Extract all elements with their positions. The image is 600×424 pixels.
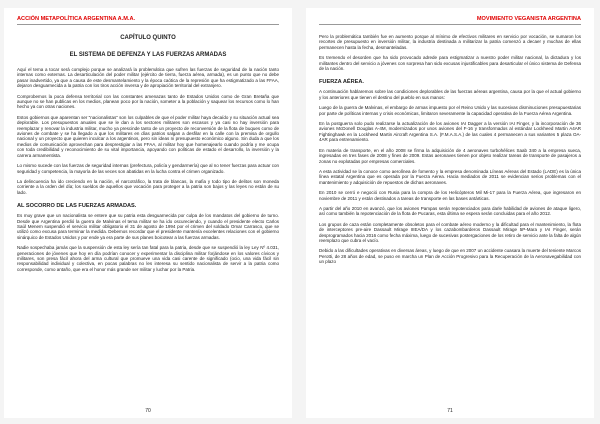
running-header-left: ACCIÓN METAPOLÍTICA ARGENTINA A.M.A.	[17, 16, 279, 25]
paragraph: A continuación hablaremos sobre las condiciones deplorables de las fuerzas aéreas argentina, causa por la que el actual gobierno y los anteriores que tienen el destino del pueblo en sus manos:	[319, 89, 581, 100]
paragraph: A partir del año 2010 en avanzó, que los aviones Pampas serán repotenciados para darle habilidad de aviones de ataque ligero, así como también la repotenciación de la flota de Pucaras, esta última se espera serán concluidas para el año 2012.	[319, 205, 581, 217]
page-number: 70	[145, 407, 151, 414]
paragraph: Es muy grave que un nacionalista se entere que su patria esta desguarnecida por culpa de los mandatos del gobierno de turno. Desde que Argentina perdió la guerra de Malvinas el tema militar se ha ido oscureciendo, y cuando el presidente electo Carlos Saúl Menem suspendió el servicio militar obligatorio el 31 de agosto de 1994 por el crimen del soldado Omar Carrasco, que se utilizó como excusa para terminar la medida. Debemos recordar que el presidente mantenía excelentes relaciones con el gobierno sinárquico de Estados Unidos y por ende ya era parte de sus planes boicotear a las fuerzas armadas.	[17, 213, 279, 240]
chapter-title: EL SISTEMA DE DEFENZA Y LAS FUERZAS ARMADAS	[69, 52, 227, 58]
page-number: 71	[447, 407, 453, 414]
chapter-heading: CAPÍTULO QUINTO	[120, 35, 176, 41]
right-page	[306, 8, 594, 418]
paragraph: Los grupos de caza están completamente obsoletos para el combate aéreo moderno y la dificultad para el mantenimiento, la flota de interceptores pre-aire Dassault Mirage IIIEA/DA y los cazabombarderos Dassault Mirage 5P-Mara y IAI Finger, serán desprogramados hacia 2016 como fecha máxima, luego de sucesivas postergaciones de los retiro de servicio ante la falta de algún reemplazo que cubra el vacío.	[319, 221, 581, 243]
paragraph: La delincuencia ha ido creciendo en la nación, el narcotráfico, la trata de blancas, la mafia y todo tipo de delitos son moneda corriente a la orden del día; los sueldos de aquellos que vocación para proteger a la patria son bajos y las leyes no están de su lado.	[17, 178, 279, 195]
paragraph: Pero la problemática también fue en aumento porque al mínimo de efectivos militares en servicio por vocación, se sumaron los recortes de presupuesto en inversión militar, la industria destinada a militarizar la patria comenzó a decaer y muchas de ellas permanecen hasta la fecha, desmanteladas.	[319, 34, 581, 50]
paragraph: Comprobemos la poca defensa territorial con las constantes amenazas tanto de Estados Unidos como de Gran Bretaña que aunque no se han publicas en los medios, planean poco por la nación, someter a la población y saquear los recursos como lo han hecho ya con otras naciones.	[17, 93, 279, 110]
running-header-right: MOVIMIENTO VEGANISTA ARGENTINA	[319, 16, 581, 25]
paragraph: Luego de la guerra de Malvinas, el embargo de armas impuesto por el Reino Unido y las sucesivas disminuciones presupuestarias por parte de políticas internas y crisis económicas, limitaron severamente la capacidad operativa de la Fuerza Aérea Argentina.	[319, 105, 581, 116]
paragraph: Aquí el tema a tocar será complejo porque se analizará la problemática que sufren las fuerzas de seguridad de la nación tanto internas como externas. La desarticulación del poder militar (ejército de tierra, fuerza aérea, armada), es un punto que no debe pasar inadvertido, ya que a causa de este desmantelamiento y la época caótica de la represión que ha estigmatizado a las FFAA, dejaron desguarnecida a la patria con los tiros acción inversa y de apropiación territorial del extranjero.	[17, 67, 279, 89]
paragraph: En 2010 se cerró e negoció con Rusia para la compra de los Helicópteros Mil Mi-17 para la Fuerza Aérea, que ingresaron en noviembre de 2011 y están destinados a tareas de transporte en las bases antárticas.	[319, 190, 581, 201]
paragraph: Lo mismo sucede con las fuerzas de seguridad internas (prefectura, policía y gendarmería) que al no tener fuerzas para actuar con seguridad y competencia, la mayoría de las veces son abatidas en la lucha contra el crimen organizado.	[17, 163, 279, 174]
paragraph: En la postguerra solo pudo realizarse la actualización de los aviones IAI Dagger a la versión IAI Finger, y la incorporación de 36 aviones McDonell Douglas A-4M, modernizados por unos aviones del F-16 y transformados al estándar Lockheed Martin A4AR Fightinghawk en la Lockheed Martin Aircraft Argentina S.A. (F.M.A.S.A.) de las cuales 4 permanecen a sus variantes 5 plaza OA-4AR para entrenamiento.	[319, 121, 581, 143]
paragraph: Nadie sospechaba jamás que la suspensión de esta ley sería tan fatal para la patria, desde que se suspendió la ley Ley Nº 4.031, generaciones de jóvenes que hoy en día podrían conocer y experimentar la disciplina militar forjándose en los valores cívicos y militares, son presa fácil ahora del arma cultural que promueve una vida casi carente de significado (ocio, una vida fácil sin responsabilidad individual y colectiva, en pocas palabras no les interesa su sentido nacionalista de servir a la patria como corresponde, como antaño, que era el honor más grande ser militar y luchar por la Patria.	[17, 245, 279, 272]
paragraph: En materia de transporte, en el año 2008 se firma la adquisición de 4 aeronaves turbohélices Saab 340 a la empresa sueca, ingresadas en tres fases de 2008 y fines de 2009. Estas aeronaves tienen por objeto realizar tareas de transporte de pasajeros a zonas no explotadas por empresas comerciales.	[319, 147, 581, 164]
paragraph: Debido a las dificultades operativas en diversas áreas, y luego de que en 2007 un accidente cuasara la muerte del teniente Marcos Perotti, de 28 años de edad, se puso en marcha un Plan de Acción Progresivo para la Recuperación de la Aeronavegabilidad con un plazo	[319, 248, 581, 265]
section-heading: AL SOCORRO DE LAS FUERZAS ARMADAS.	[17, 203, 137, 210]
paragraph: A esta actividad se la conoce como aerolínea de fomento y la empresa denominada Líneas Aéreas del Estado (LADE) es la única línea estatal Argentina que es operada por la Fuerza Aérea. Hacia mediados de 2011 se evidencian serios problemas con el mantenimiento y adquisición de repuestos de dichas aeronaves.	[319, 168, 581, 185]
paragraph: Estos gobiernos que aparentan ser "nacionalistas" son los culpables de que el poder militar haya decaído y su situación actual sea deplorable. Los presupuestos anuales que se le dan a los sectores militares son escasos y ya casi no hay inversión para reemplazar y renovar la industria militar, mucho ya prescinde tanto de un proyecto de reconversión de la flota de buques como de aviones de combate y se ha llegado a que los militares en días patrios salgan a desfilar en la calle con la premisa de orgullo nacional y un proyecto que quieren inculcar a los argentinos, pero sin ideas ni presupuesto económico alguno. Sin duda a que los medios de comunicación aprovechan para desprestigiar a las FFAA, al militar hoy que homenajearlo cuando podría y me ocupa con toda credibilidad y reconocimiento de su vital importancia, apoyando con políticas de estado el desarrollo, la inversión y la carrera armamentista.	[17, 114, 279, 158]
paragraph: Es tremendo el desorden que ha sido provocado adrede para estigmatizar a nuestro poder militar nacional, la dictadura y los militantes dentro del servicio a jóvenes con sorpresa han sido excusas injustificables para desarticular el único sistema de Defensa de la nación.	[319, 55, 581, 72]
section-heading: FUERZA AÉREA.	[319, 79, 364, 86]
left-page	[4, 8, 292, 418]
